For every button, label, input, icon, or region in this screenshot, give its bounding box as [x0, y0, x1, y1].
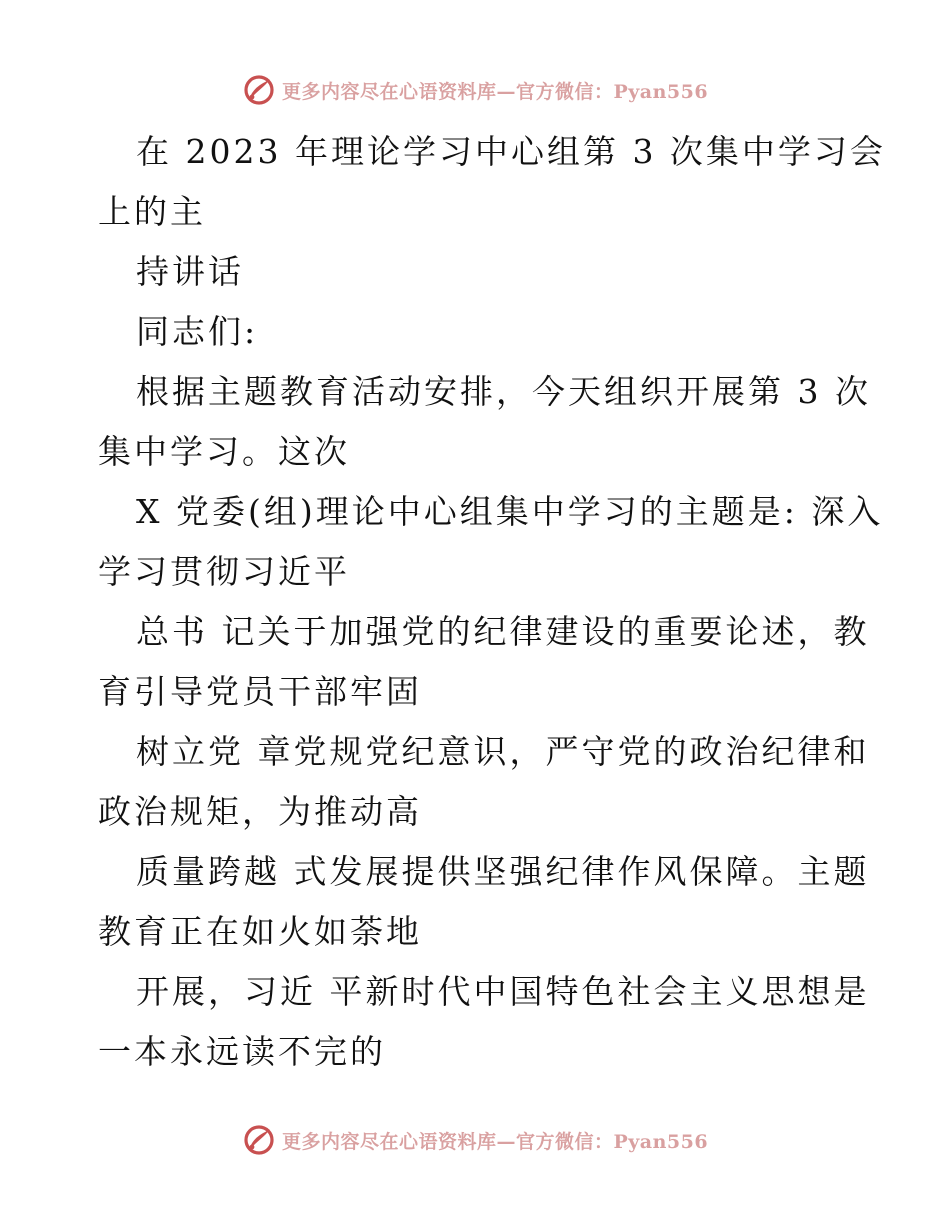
body-line-15: 开展，习近 平新时代中国特色社会主义思想是 [136, 972, 870, 1011]
body-line-13: 质量跨越 式发展提供坚强纪律作风保障。主题 [136, 852, 870, 891]
brush-logo-icon [242, 73, 276, 107]
body-line-1: 在 2023 年理论学习中心组第 3 次集中学习会 [136, 132, 886, 171]
body-line-4: 同志们: [136, 312, 259, 351]
footer-banner-text: 更多内容尽在心语资料库—官方微信：Pyan556 [281, 1130, 709, 1153]
body-line-8: 学习贯彻习近平 [98, 552, 350, 591]
header-banner-text: 更多内容尽在心语资料库—官方微信：Pyan556 [281, 80, 709, 103]
body-line-11: 树立党 章党规党纪意识，严守党的政治纪律和 [136, 732, 870, 771]
body-line-5: 根据主题教育活动安排，今天组织开展第 3 次 [136, 372, 871, 411]
body-line-9: 总书 记关于加强党的纪律建设的重要论述，教 [136, 612, 870, 651]
body-line-3: 持讲话 [136, 252, 244, 291]
brush-logo-icon [242, 1123, 276, 1157]
header-banner [0, 70, 950, 110]
body-line-10: 育引导党员干部牢固 [98, 672, 422, 711]
body-line-7: X 党委(组)理论中心组集中学习的主题是: 深入 [136, 492, 884, 531]
document-body [98, 122, 886, 1082]
footer-banner-inner [242, 1123, 708, 1157]
body-line-6: 集中学习。这次 [98, 432, 350, 471]
body-line-14: 教育正在如火如荼地 [98, 912, 422, 951]
body-line-12: 政治规矩，为推动高 [98, 792, 422, 831]
body-line-2: 上的主 [98, 192, 206, 231]
header-banner-inner [242, 73, 708, 107]
footer-banner [0, 1120, 950, 1160]
body-line-16: 一本永远读不完的 [98, 1032, 386, 1071]
